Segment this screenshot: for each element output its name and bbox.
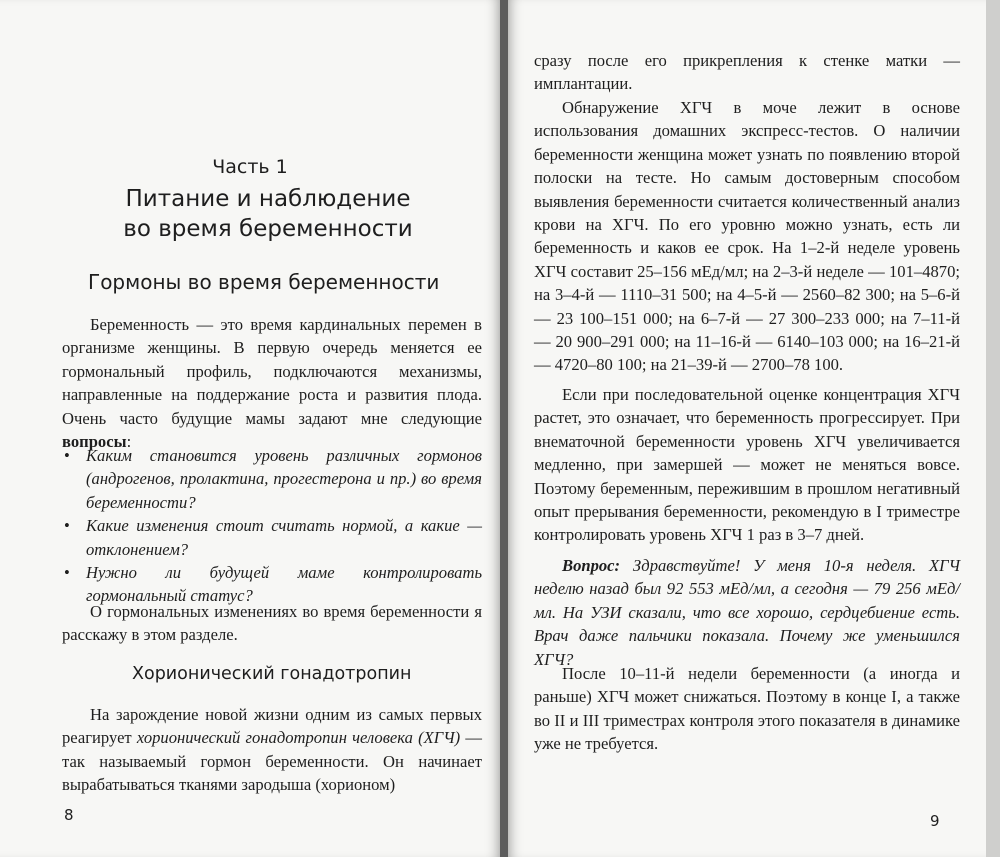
page-edge [986, 0, 1000, 857]
intro-paragraph [62, 313, 482, 453]
bullet-icon: • [64, 446, 70, 465]
chapter-title-line-2: во время беременности [123, 216, 413, 242]
hcg-text-start: На зарождение новой жизни одним из самых первых реагирует [62, 705, 482, 748]
question-label: Вопрос: [562, 556, 621, 575]
answer-paragraph: После 10–11-й недели беременности (а иногда и раньше) ХГЧ может снижаться. Поэтому в конце I, а также во II и III триместрах контроля этого показателя в динамике уже не требуется. [534, 664, 960, 754]
detection-paragraph: Обнаружение ХГЧ в моче лежит в основе использования домашних экспресс-тестов. О наличии беременности женщина может узнать по появлению второй полоски на тесте. Но самым достоверным способом выявления беременности считается количественный анализ крови на ХГЧ. По его уровню можно узнать, есть ли беременность и каков ее срок. На 1–2-й неделе уровень ХГЧ составит 25–156 мЕд/мл; на 2–3-й неделе — 101–4870; на 3–4-й — 1110–31 500; на 4–5-й — 2560–82 300; на 5–6-й — 23 100–151 000; на 6–7-й — 27 300–233 000; на 7–11-й — 20 900–291 000; на 11–16-й — 6140–103 000; на 16–21-й — 4720–80 100; на 21–39-й — 2700–78 100. [534, 98, 960, 375]
part-label: Часть 1 [212, 156, 288, 178]
book-gutter [500, 0, 508, 857]
question-text: Каким становится уровень различных гормонов (андрогенов, пролактина, прогестерона и пр.) во время беременности? [86, 446, 482, 512]
section-title: Гормоны во время беременности [88, 270, 440, 294]
bullet-icon: • [64, 563, 70, 583]
chapter-title-line-1: Питание и наблюдение [125, 186, 411, 212]
right-page [508, 0, 986, 857]
bullet-icon: • [64, 516, 70, 536]
question-item [62, 444, 482, 514]
question-text: Какие изменения стоит считать нормой, а какие — отклонением? [86, 516, 482, 559]
subsection-title: Хорионический гонадотропин [132, 664, 412, 684]
question-item [62, 514, 482, 561]
question-text: Нужно ли будущей маме контролировать гормональный статус? [86, 563, 482, 606]
question-body: Здравствуйте! У меня 10-я неделя. ХГЧ неделю назад был 92 553 мЕд/мл, а сегодня — 79 256 мЕд/мл. На УЗИ сказали, что все хорошо, сердцебиение есть. Врач даже пальчики показала. Почему же уменьшился ХГЧ? [534, 556, 960, 669]
intro-text: Беременность — это время кардинальных перемен в организме женщины. В первую очередь меняется ее гормональный профиль, подключаются механизмы, направленные на поддержание роста и развития плода. Очень часто будущие мамы задают мне следующие [62, 315, 482, 428]
page-number-left: 8 [64, 806, 74, 824]
chapter-title [0, 184, 500, 244]
page-number-right: 9 [930, 812, 940, 830]
hcg-paragraph [62, 703, 482, 797]
hcg-italic-term: хорионический гонадотропин человека (ХГЧ) [136, 728, 461, 748]
reader-question [534, 554, 960, 671]
intro-bold-word: вопросы [62, 432, 127, 452]
closing-paragraph: О гормональных изменениях во время беременности я расскажу в этом разделе. [62, 602, 482, 645]
progress-paragraph: Если при последовательной оценке концентрация ХГЧ растет, это означает, что беременность прогрессирует. При внематочной беременности уровень ХГЧ увеличивается медленно, при замершей — может не меняться вовсе. Поэтому беременным, пережившим в прошлом негативный опыт прерывания беременности, рекомендую в I триместре контролировать уровень ХГЧ 1 раз в 3–7 дней. [534, 385, 960, 545]
continuation-paragraph: сразу после его прикрепления к стенке матки — имплантации. [534, 51, 960, 94]
intro-colon: : [126, 432, 132, 452]
hcg-text-end: — так называемый гормон беременности. Он начинает вырабатываться тканями зародыша (хорионом) [62, 728, 482, 795]
questions-list [62, 444, 482, 608]
